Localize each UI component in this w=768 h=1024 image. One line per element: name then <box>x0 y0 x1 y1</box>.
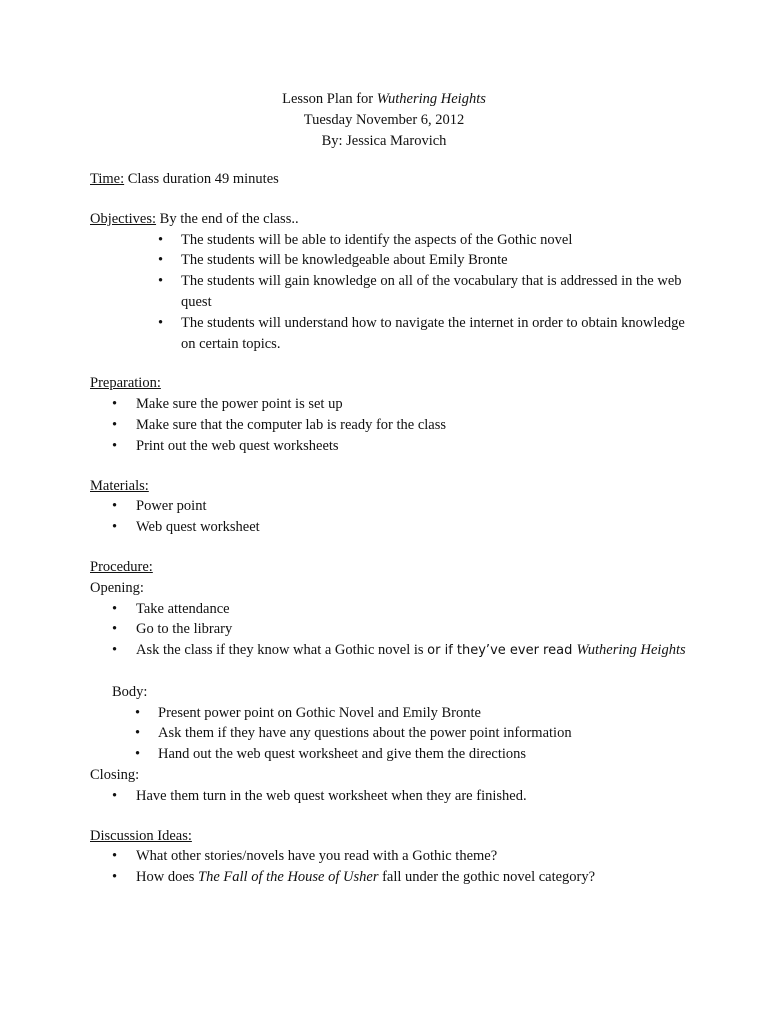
author-line: By: Jessica Marovich <box>321 132 447 149</box>
bullet-icon: • <box>112 787 118 804</box>
bullet-icon: • <box>112 848 118 865</box>
book-title: Wuthering Heights <box>576 642 686 659</box>
document-header <box>0 89 768 151</box>
story-title: The Fall of the House of Usher <box>198 869 379 886</box>
bullet-icon: • <box>112 869 118 886</box>
list-item: • Power point <box>90 496 690 517</box>
materials-heading: Materials: <box>90 477 149 494</box>
objectives-heading <box>90 209 690 230</box>
closing-label: Closing: <box>90 766 140 783</box>
list-item: • The students will understand how to navigate the internet in order to obtain knowledge on certain topics. <box>158 314 685 352</box>
list-item: • Make sure that the computer lab is ready for the class <box>90 415 690 436</box>
bullet-icon: • <box>112 437 118 454</box>
time-section <box>90 169 690 190</box>
bullet-icon: • <box>112 600 118 617</box>
bullet-icon: • <box>112 498 118 515</box>
objectives-text: By the end of the class.. <box>156 210 299 227</box>
list-item: • Ask the class if they know what a Gothic novel is or if they’ve ever read Wuthering Heights <box>90 640 690 682</box>
preparation-list <box>90 394 690 456</box>
lesson-date: Tuesday November 6, 2012 <box>303 111 465 128</box>
objectives-list <box>90 230 690 355</box>
bullet-icon: • <box>135 746 141 763</box>
discussion-heading: Discussion Ideas: <box>90 827 192 844</box>
list-item: • Present power point on Gothic Novel and Emily Bronte <box>90 703 690 724</box>
bullet-icon: • <box>135 725 141 742</box>
discussion-list <box>90 846 690 888</box>
list-item: • The students will gain knowledge on all of the vocabulary that is addressed in the web quest <box>158 273 682 310</box>
list-item: • Make sure the power point is set up <box>90 394 690 415</box>
body-list <box>90 703 690 765</box>
preparation-heading: Preparation: <box>90 375 161 392</box>
book-title: Wuthering Heights <box>376 91 486 107</box>
time-label: Time: <box>90 171 125 187</box>
bullet-icon: • <box>112 416 118 433</box>
document-title: Lesson Plan for Wuthering Heights <box>282 91 486 107</box>
list-item: • The students will be knowledgeable about Emily Bronte <box>90 250 690 271</box>
bullet-icon: • <box>112 621 118 638</box>
opening-label: Opening: <box>90 579 144 596</box>
list-item: • Ask them if they have any questions about the power point information <box>90 723 690 744</box>
closing-list <box>90 786 690 807</box>
opening-list <box>90 599 690 682</box>
list-item: • What other stories/novels have you read with a Gothic theme? <box>90 846 690 867</box>
bullet-icon: • <box>158 273 164 290</box>
list-item: • The students will be able to identify the aspects of the Gothic novel <box>90 230 690 251</box>
list-item: • How does The Fall of the House of Usher fall under the gothic novel category? <box>90 867 690 888</box>
bullet-icon: • <box>112 396 118 413</box>
list-item: • Have them turn in the web quest worksheet when they are finished. <box>90 786 690 807</box>
list-item: • Print out the web quest worksheets <box>90 436 690 457</box>
body-label: Body: <box>112 683 148 700</box>
bullet-icon: • <box>135 704 141 721</box>
document-body <box>90 169 690 888</box>
list-item: • Web quest worksheet <box>90 517 690 538</box>
bullet-icon: • <box>158 252 164 269</box>
objectives-label: Objectives: <box>90 210 157 227</box>
bullet-icon: • <box>112 642 118 659</box>
procedure-heading: Procedure: <box>90 558 153 575</box>
list-item: • Take attendance <box>90 599 690 620</box>
list-item: • Hand out the web quest worksheet and give them the directions <box>90 744 690 765</box>
time-text: Class duration 49 minutes <box>124 171 279 187</box>
bullet-icon: • <box>112 519 118 536</box>
bullet-icon: • <box>158 231 164 248</box>
list-item: • Go to the library <box>90 619 690 640</box>
materials-list <box>90 496 690 538</box>
bullet-icon: • <box>158 314 164 331</box>
